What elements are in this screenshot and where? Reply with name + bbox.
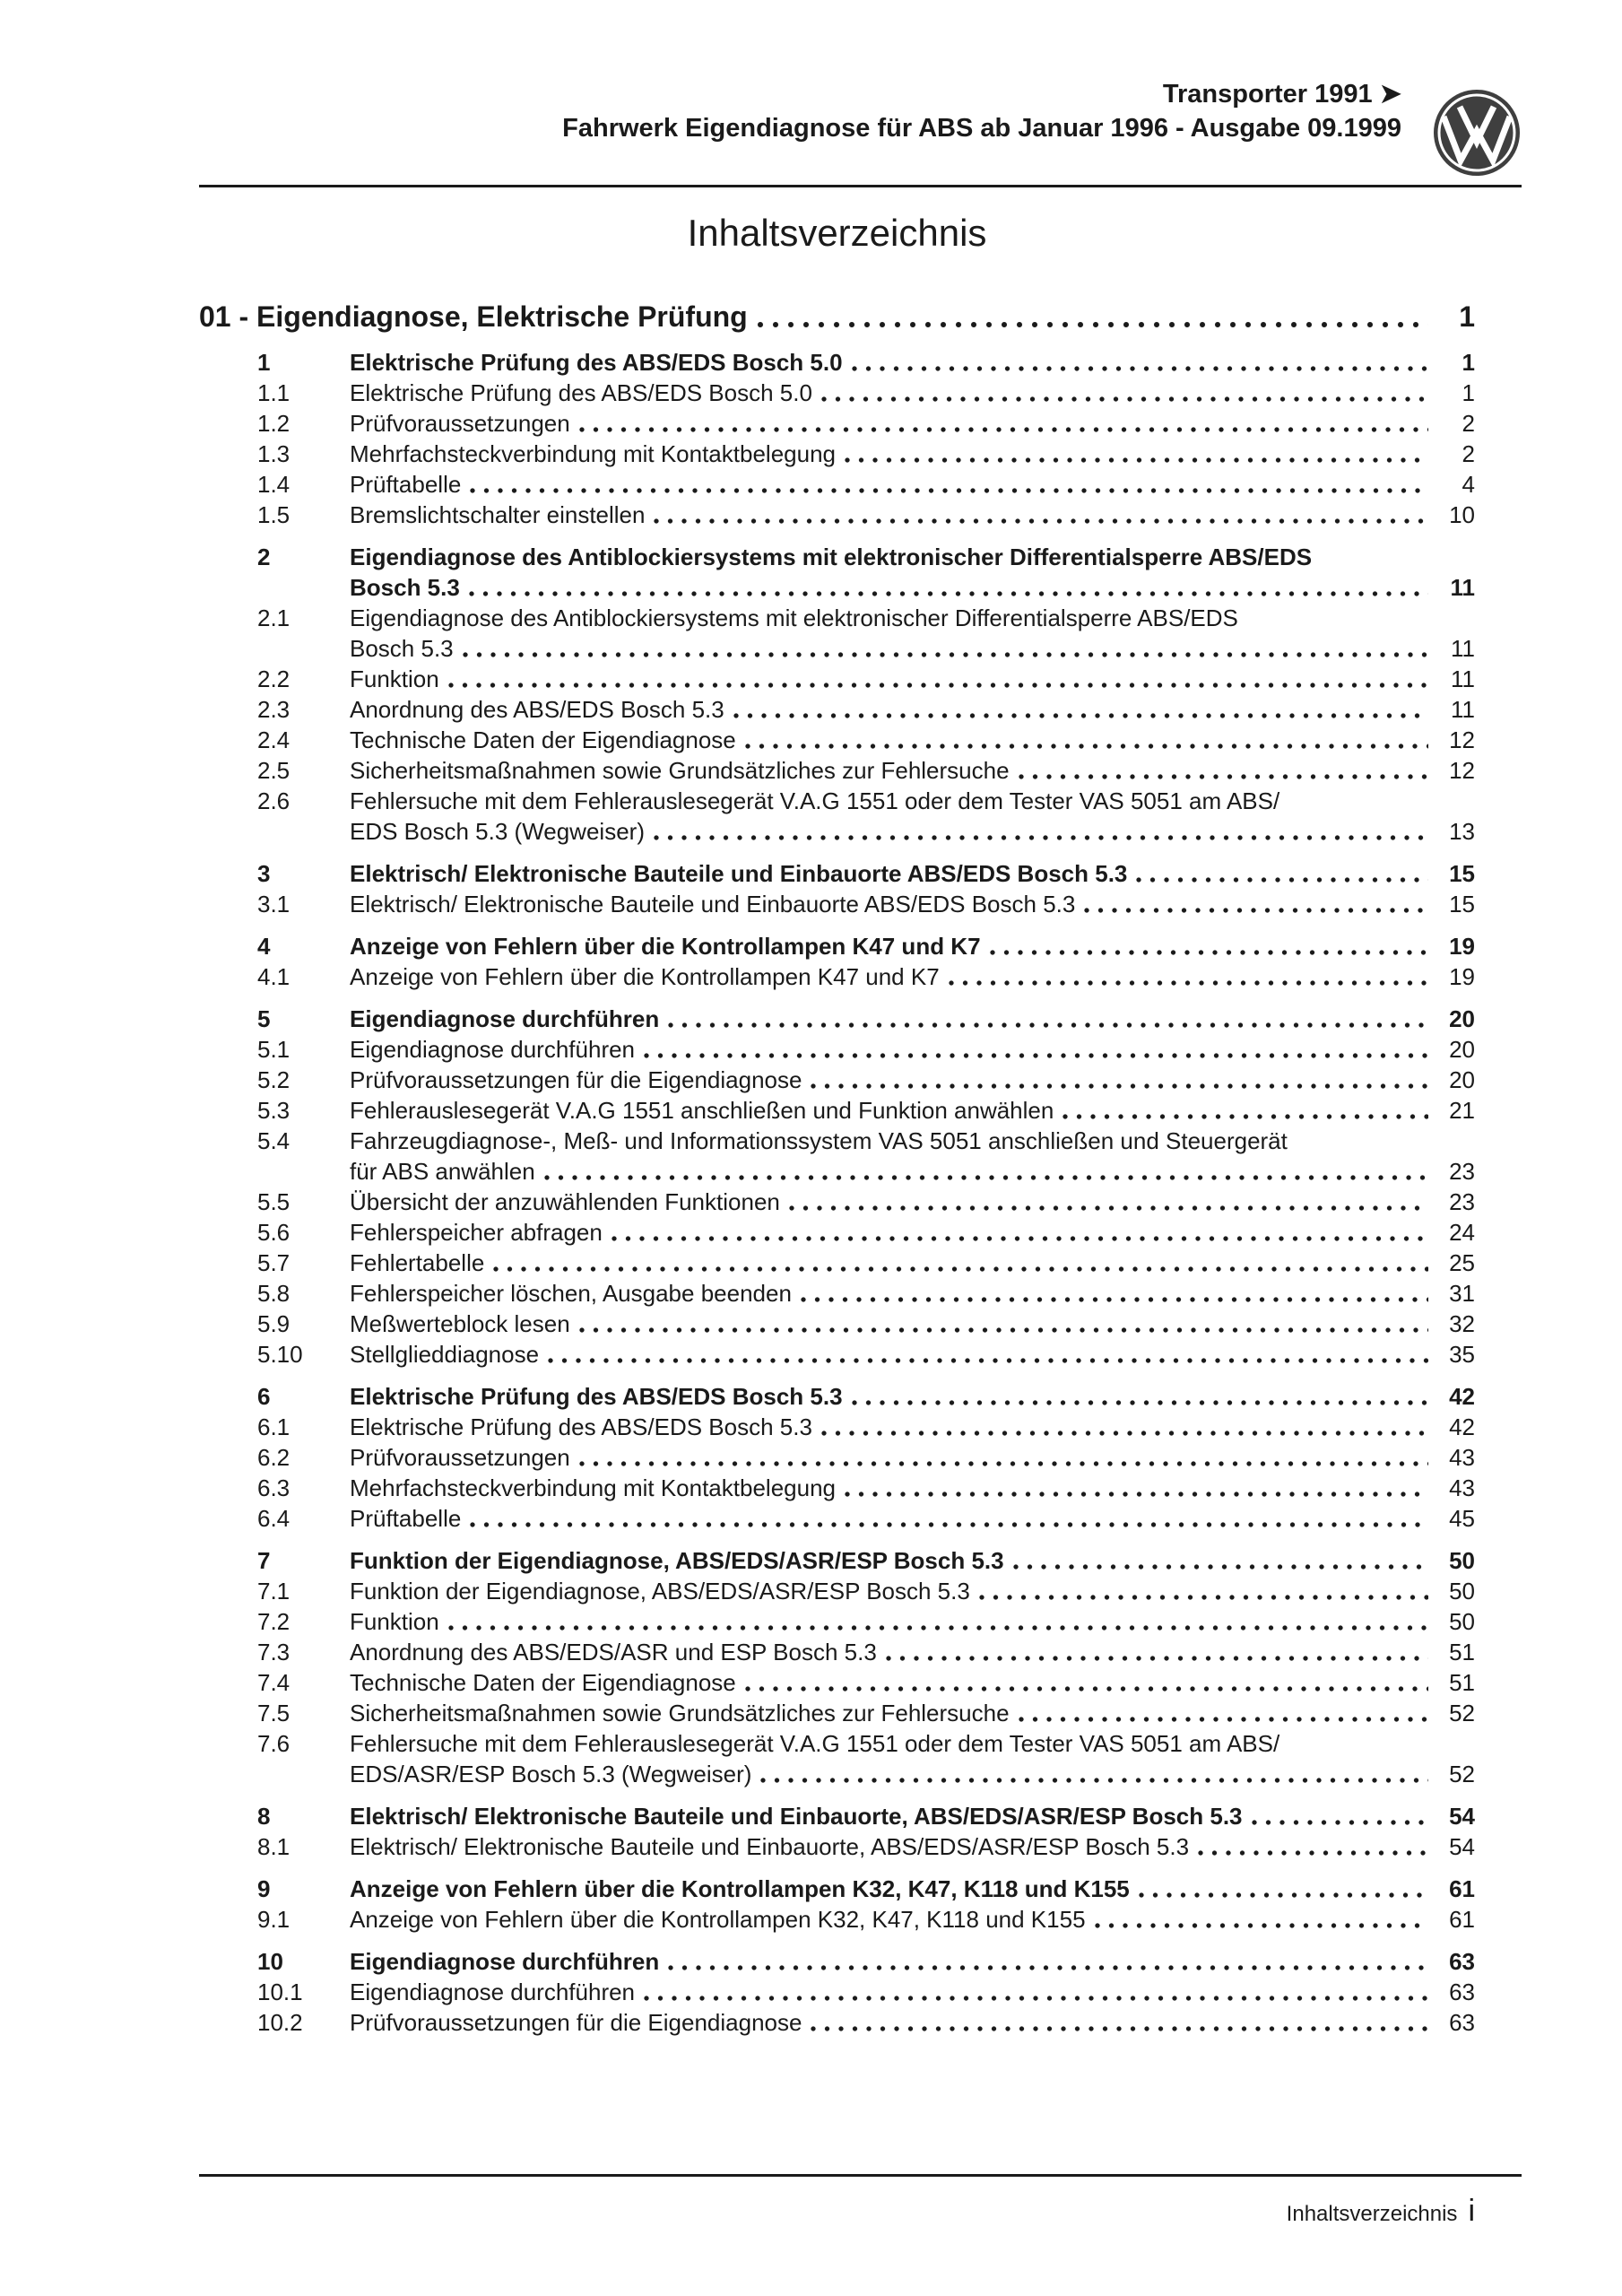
toc-entry-number: 1.5 — [257, 501, 291, 528]
toc-entry-title: Prüfvoraussetzungen für die Eigendiagnose — [350, 1066, 802, 1093]
toc-entry — [199, 1339, 1475, 1370]
toc-entry-leader — [650, 816, 1428, 847]
toc-entry-leader — [640, 1977, 1428, 2007]
toc-entry-leader — [1135, 1874, 1428, 1904]
toc-entry-title: Elektrische Prüfung des ABS/EDS Bosch 5.3 — [350, 1383, 843, 1410]
toc-entry — [199, 1156, 1475, 1187]
toc-entry-number: 7.1 — [257, 1578, 291, 1605]
toc-entry — [199, 1503, 1475, 1534]
toc-entry-number: 2.4 — [257, 726, 291, 753]
toc-entry-leader — [640, 1034, 1428, 1065]
toc-entry-number: 5.6 — [257, 1219, 291, 1246]
toc-entry — [199, 439, 1475, 469]
toc-entry-leader — [664, 1004, 1428, 1034]
toc-entry-leader — [1015, 1698, 1428, 1728]
toc-entry-leader — [1132, 858, 1428, 889]
chapter-page-number: 1 — [1459, 300, 1475, 333]
toc-entry-number: 2 — [257, 544, 271, 570]
toc-entry — [199, 408, 1475, 439]
toc-entry — [199, 664, 1475, 694]
toc-entry-title: Funktion der Eigendiagnose, ABS/EDS/ASR/ESP Bosch 5.3 — [350, 1578, 970, 1605]
toc-entry-leader — [818, 378, 1428, 408]
toc-entry — [199, 572, 1475, 603]
toc-entry — [199, 1759, 1475, 1789]
toc-entry — [199, 378, 1475, 408]
toc-entry-page: 19 — [1449, 933, 1475, 960]
toc-entry-number: 9 — [257, 1875, 271, 1902]
toc-entry-number: 2.5 — [257, 757, 291, 784]
toc-entry-title: Anzeige von Fehlern über die Kontrollampen K47 und K7 — [350, 933, 981, 960]
toc-entry — [199, 725, 1475, 755]
toc-entry-page: 15 — [1449, 891, 1475, 918]
page-footer — [1287, 2194, 1475, 2229]
toc-entry-leader — [841, 1473, 1428, 1503]
toc-entry-title: Fehlersuche mit dem Fehlerauslesegerät V.A.G 1551 oder dem Tester VAS 5051 am ABS/ — [350, 1730, 1280, 1757]
toc-entry-title: Anordnung des ABS/EDS Bosch 5.3 — [350, 696, 724, 723]
toc-entry-number: 7.5 — [257, 1700, 291, 1726]
toc-entry-number: 8 — [257, 1803, 271, 1830]
header-model-line: Transporter 1991 ➤ — [1162, 80, 1401, 109]
toc-entry-page: 63 — [1449, 2009, 1475, 2036]
toc-entry-leader — [742, 1667, 1428, 1698]
chapter-heading — [199, 298, 1475, 335]
toc-entry-number: 6 — [257, 1383, 271, 1410]
page-title: Inhaltsverzeichnis — [687, 212, 987, 254]
chapter-leader — [753, 298, 1428, 335]
toc-entry — [199, 633, 1475, 664]
toc-entry-leader — [576, 408, 1428, 439]
toc-entry — [199, 1904, 1475, 1935]
toc-entry-page: 4 — [1462, 471, 1475, 498]
toc-entry — [199, 1728, 1475, 1759]
toc-entry — [199, 1065, 1475, 1095]
toc-entry-page: 11 — [1451, 665, 1475, 692]
toc-entry — [199, 1004, 1475, 1034]
toc-entry-number: 4.1 — [257, 963, 291, 990]
toc-entry-leader — [445, 1606, 1428, 1637]
toc-entry — [199, 858, 1475, 889]
toc-entry-leader — [882, 1637, 1428, 1667]
toc-entry-leader — [1091, 1904, 1428, 1935]
toc-entry-number: 1.4 — [257, 471, 291, 498]
toc-entry-page: 51 — [1449, 1669, 1475, 1696]
toc-entry — [199, 1278, 1475, 1309]
toc-entry — [199, 2007, 1475, 2038]
toc-entry — [199, 469, 1475, 500]
header-divider — [199, 185, 1522, 187]
toc-entry-page: 50 — [1449, 1578, 1475, 1605]
toc-entry-page: 43 — [1449, 1474, 1475, 1501]
toc-entry-leader — [465, 572, 1428, 603]
toc-entry — [199, 961, 1475, 992]
toc-entry-leader — [466, 469, 1428, 500]
footer-label: Inhaltsverzeichnis — [1286, 2202, 1458, 2226]
chapter-title: 01 - Eigendiagnose, Elektrische Prüfung — [199, 300, 748, 333]
toc-entry-title: EDS/ASR/ESP Bosch 5.3 (Wegweiser) — [350, 1761, 752, 1787]
toc-entry-page: 12 — [1449, 757, 1475, 784]
toc-entry — [199, 603, 1475, 633]
toc-entry-page: 2 — [1462, 440, 1475, 467]
toc-entry-title: Elektrisch/ Elektronische Bauteile und Einbauorte, ABS/EDS/ASR/ESP Bosch 5.3 — [350, 1833, 1190, 1860]
toc-entry-title: Eigendiagnose durchführen — [350, 1979, 636, 2005]
toc-entry-title: Fehlerspeicher löschen, Ausgabe beenden — [350, 1280, 792, 1307]
toc-entry-title: Funktion — [350, 665, 439, 692]
toc-entry-leader — [608, 1217, 1428, 1248]
vw-logo-icon — [1432, 88, 1522, 178]
toc-entry-title: Prüftabelle — [350, 1505, 462, 1532]
toc-entry-leader — [490, 1248, 1428, 1278]
toc-entry-page: 1 — [1462, 349, 1475, 376]
toc-entry-page: 20 — [1449, 1066, 1475, 1093]
toc-entry-number: 9.1 — [257, 1906, 291, 1933]
toc-entry-leader — [757, 1759, 1428, 1789]
toc-entry-page: 54 — [1449, 1833, 1475, 1860]
toc-entry-title: Prüfvoraussetzungen — [350, 1444, 570, 1471]
toc-entry — [199, 1309, 1475, 1339]
toc-entry-number: 1 — [257, 349, 271, 376]
toc-entry-leader — [742, 725, 1428, 755]
toc-entry — [199, 1977, 1475, 2007]
toc-entry — [199, 1034, 1475, 1065]
toc-entry-title: Funktion — [350, 1608, 439, 1635]
toc-entry-page: 2 — [1462, 410, 1475, 437]
toc-list — [199, 347, 1475, 2038]
toc-entry-number: 7.2 — [257, 1608, 291, 1635]
toc-entry-page: 21 — [1449, 1097, 1475, 1124]
toc-entry-title: Funktion der Eigendiagnose, ABS/EDS/ASR/ESP Bosch 5.3 — [350, 1547, 1004, 1574]
toc-entry-leader — [841, 439, 1428, 469]
toc-entry-title: Eigendiagnose durchführen — [350, 1005, 660, 1032]
toc-entry — [199, 1606, 1475, 1637]
toc-entry — [199, 1831, 1475, 1862]
toc-entry-page: 45 — [1449, 1505, 1475, 1532]
toc-entry-page: 52 — [1449, 1700, 1475, 1726]
toc-entry-title: Anordnung des ABS/EDS/ASR und ESP Bosch 5.3 — [350, 1639, 877, 1665]
toc-entry-leader — [1194, 1831, 1428, 1862]
table-of-contents — [199, 298, 1475, 2038]
toc-entry-title: Eigendiagnose des Antiblockiersystems mit elektronischer Differentialsperre ABS/EDS — [350, 604, 1238, 631]
toc-entry-page: 13 — [1449, 818, 1475, 845]
toc-entry-leader — [1059, 1095, 1428, 1126]
toc-entry-leader — [576, 1309, 1428, 1339]
toc-entry-number: 5.10 — [257, 1341, 303, 1368]
toc-entry-title: Elektrische Prüfung des ABS/EDS Bosch 5.0 — [350, 349, 843, 376]
toc-entry-title: Fehlerauslesegerät V.A.G 1551 anschließen und Funktion anwählen — [350, 1097, 1054, 1124]
toc-entry — [199, 755, 1475, 786]
toc-entry — [199, 1187, 1475, 1217]
toc-entry-number: 8.1 — [257, 1833, 291, 1860]
toc-entry-title: Elektrische Prüfung des ABS/EDS Bosch 5.3 — [350, 1413, 812, 1440]
toc-entry-leader — [1248, 1801, 1428, 1831]
toc-entry-number: 6.1 — [257, 1413, 291, 1440]
toc-entry-page: 1 — [1462, 379, 1475, 406]
toc-entry-title: Stellglieddiagnose — [350, 1341, 540, 1368]
toc-entry-leader — [466, 1503, 1428, 1534]
toc-entry-leader — [1015, 755, 1428, 786]
toc-entry-title: Anzeige von Fehlern über die Kontrollampen K47 und K7 — [350, 963, 940, 990]
toc-entry-number: 1.2 — [257, 410, 291, 437]
toc-entry-page: 24 — [1449, 1219, 1475, 1246]
toc-entry-title: Bosch 5.3 — [350, 574, 460, 601]
toc-entry — [199, 1473, 1475, 1503]
toc-entry — [199, 1126, 1475, 1156]
toc-entry-number: 7.4 — [257, 1669, 291, 1696]
toc-entry-title: Sicherheitsmaßnahmen sowie Grundsätzliches zur Fehlersuche — [350, 1700, 1010, 1726]
toc-entry-page: 43 — [1449, 1444, 1475, 1471]
toc-entry — [199, 1217, 1475, 1248]
toc-entry-page: 11 — [1451, 635, 1475, 662]
toc-entry-leader — [945, 961, 1428, 992]
toc-entry-number: 1.3 — [257, 440, 291, 467]
toc-entry-page: 61 — [1449, 1906, 1475, 1933]
toc-entry-page: 42 — [1449, 1383, 1475, 1410]
toc-entry-title: Eigendiagnose durchführen — [350, 1036, 636, 1063]
toc-entry-title: Technische Daten der Eigendiagnose — [350, 1669, 736, 1696]
toc-entry — [199, 347, 1475, 378]
toc-entry-leader — [807, 2007, 1428, 2038]
toc-entry-page: 63 — [1449, 1979, 1475, 2005]
toc-entry-leader — [664, 1946, 1428, 1977]
toc-entry-leader — [785, 1187, 1428, 1217]
toc-entry-number: 7 — [257, 1547, 271, 1574]
toc-entry-number: 5.8 — [257, 1280, 291, 1307]
toc-entry-leader — [1080, 889, 1428, 919]
toc-entry-title: Prüfvoraussetzungen — [350, 410, 570, 437]
toc-entry — [199, 1801, 1475, 1831]
toc-entry-title: Sicherheitsmaßnahmen sowie Grundsätzliches zur Fehlersuche — [350, 757, 1010, 784]
toc-entry-leader — [541, 1156, 1428, 1187]
toc-entry-number: 2.3 — [257, 696, 291, 723]
toc-entry-title: Mehrfachsteckverbindung mit Kontaktbelegung — [350, 440, 836, 467]
toc-entry — [199, 1698, 1475, 1728]
toc-entry-number: 10.1 — [257, 1979, 303, 2005]
toc-entry-leader — [1010, 1545, 1428, 1576]
toc-entry-page: 11 — [1451, 696, 1475, 723]
toc-entry-number: 2.6 — [257, 787, 291, 814]
toc-entry-page: 61 — [1449, 1875, 1475, 1902]
toc-entry — [199, 1576, 1475, 1606]
toc-entry-page: 20 — [1449, 1005, 1475, 1032]
toc-entry — [199, 1874, 1475, 1904]
toc-entry-page: 52 — [1449, 1761, 1475, 1787]
toc-entry-number: 2.2 — [257, 665, 291, 692]
toc-entry-number: 10 — [257, 1948, 283, 1975]
toc-entry-page: 54 — [1449, 1803, 1475, 1830]
toc-entry-title: Prüfvoraussetzungen für die Eigendiagnose — [350, 2009, 802, 2036]
toc-entry-title: Anzeige von Fehlern über die Kontrollampen K32, K47, K118 und K155 — [350, 1875, 1130, 1902]
footer-divider — [199, 2174, 1522, 2177]
toc-entry-number: 5 — [257, 1005, 271, 1032]
toc-entry-title: Technische Daten der Eigendiagnose — [350, 726, 736, 753]
toc-entry-title: Elektrisch/ Elektronische Bauteile und Einbauorte ABS/EDS Bosch 5.3 — [350, 891, 1076, 918]
toc-entry-leader — [818, 1412, 1428, 1442]
toc-entry-number: 7.6 — [257, 1730, 291, 1757]
toc-entry — [199, 1381, 1475, 1412]
toc-entry-page: 50 — [1449, 1608, 1475, 1635]
toc-entry-leader — [797, 1278, 1428, 1309]
toc-entry-number: 5.2 — [257, 1066, 291, 1093]
toc-entry — [199, 694, 1475, 725]
toc-entry-leader — [650, 500, 1428, 530]
toc-entry — [199, 500, 1475, 530]
toc-entry-title: Elektrische Prüfung des ABS/EDS Bosch 5.0 — [350, 379, 812, 406]
toc-entry — [199, 931, 1475, 961]
toc-entry-title: Fehlertabelle — [350, 1249, 485, 1276]
toc-entry — [199, 1545, 1475, 1576]
toc-entry-page: 23 — [1449, 1188, 1475, 1215]
toc-entry-page: 20 — [1449, 1036, 1475, 1063]
toc-entry-title: Prüftabelle — [350, 471, 462, 498]
toc-entry-number: 6.2 — [257, 1444, 291, 1471]
toc-entry — [199, 1637, 1475, 1667]
toc-entry-page: 11 — [1450, 574, 1475, 601]
toc-entry-title: Elektrisch/ Elektronische Bauteile und Einbauorte, ABS/EDS/ASR/ESP Bosch 5.3 — [350, 1803, 1243, 1830]
toc-entry-leader — [848, 1381, 1428, 1412]
toc-entry-page: 10 — [1449, 501, 1475, 528]
toc-entry-title: Elektrisch/ Elektronische Bauteile und Einbauorte ABS/EDS Bosch 5.3 — [350, 860, 1128, 887]
toc-entry-page: 32 — [1449, 1310, 1475, 1337]
toc-entry — [199, 1412, 1475, 1442]
toc-entry — [199, 816, 1475, 847]
footer-page-number: i — [1468, 2194, 1475, 2228]
toc-entry-title: Übersicht der anzuwählenden Funktionen — [350, 1188, 780, 1215]
toc-entry — [199, 1667, 1475, 1698]
toc-entry — [199, 542, 1475, 572]
toc-entry-page: 15 — [1449, 860, 1475, 887]
toc-entry-title: für ABS anwählen — [350, 1158, 535, 1185]
toc-entry-leader — [445, 664, 1428, 694]
toc-entry-leader — [976, 1576, 1428, 1606]
toc-entry-number: 3.1 — [257, 891, 291, 918]
toc-entry-leader — [730, 694, 1428, 725]
toc-entry-number: 4 — [257, 933, 271, 960]
toc-entry-title: Anzeige von Fehlern über die Kontrollampen K32, K47, K118 und K155 — [350, 1906, 1086, 1933]
toc-entry-page: 31 — [1449, 1280, 1475, 1307]
toc-entry-leader — [807, 1065, 1428, 1095]
toc-entry — [199, 889, 1475, 919]
toc-entry-title: Eigendiagnose durchführen — [350, 1948, 660, 1975]
toc-entry-title: Fehlerspeicher abfragen — [350, 1219, 603, 1246]
toc-entry-leader — [986, 931, 1428, 961]
toc-entry-leader — [848, 347, 1428, 378]
toc-entry-page: 23 — [1449, 1158, 1475, 1185]
toc-entry-number: 5.7 — [257, 1249, 291, 1276]
toc-entry-number: 5.5 — [257, 1188, 291, 1215]
toc-entry-page: 35 — [1449, 1341, 1475, 1368]
toc-entry-title: Bosch 5.3 — [350, 635, 454, 662]
toc-entry-number: 1.1 — [257, 379, 291, 406]
toc-entry-page: 25 — [1449, 1249, 1475, 1276]
toc-entry-leader — [576, 1442, 1428, 1473]
toc-entry-number: 10.2 — [257, 2009, 303, 2036]
header-text-block — [562, 75, 1401, 145]
toc-entry-page: 63 — [1449, 1948, 1475, 1975]
toc-entry — [199, 1095, 1475, 1126]
page-header — [199, 75, 1522, 178]
toc-entry-title: Meßwerteblock lesen — [350, 1310, 570, 1337]
toc-entry-page: 42 — [1449, 1413, 1475, 1440]
toc-entry — [199, 1946, 1475, 1977]
toc-entry-number: 5.4 — [257, 1127, 291, 1154]
toc-entry-leader — [459, 633, 1428, 664]
toc-entry-title: Fehlersuche mit dem Fehlerauslesegerät V.A.G 1551 oder dem Tester VAS 5051 am ABS/ — [350, 787, 1280, 814]
header-manual-title: Fahrwerk Eigendiagnose für ABS ab Januar 1996 - Ausgabe 09.1999 — [562, 114, 1401, 143]
toc-entry-title: Mehrfachsteckverbindung mit Kontaktbelegung — [350, 1474, 836, 1501]
toc-entry-number: 6.4 — [257, 1505, 291, 1532]
toc-entry-number: 3 — [257, 860, 271, 887]
toc-entry-title: Eigendiagnose des Antiblockiersystems mit elektronischer Differentialsperre ABS/EDS — [350, 544, 1313, 570]
toc-entry-title: Fahrzeugdiagnose-, Meß- und Informationssystem VAS 5051 anschließen und Steuergerät — [350, 1127, 1288, 1154]
toc-entry — [199, 786, 1475, 816]
toc-entry-number: 7.3 — [257, 1639, 291, 1665]
toc-entry-number: 5.9 — [257, 1310, 291, 1337]
toc-entry-number: 2.1 — [257, 604, 291, 631]
toc-entry-page: 50 — [1449, 1547, 1475, 1574]
toc-entry-leader — [544, 1339, 1428, 1370]
toc-entry-page: 19 — [1449, 963, 1475, 990]
toc-entry-title: Bremslichtschalter einstellen — [350, 501, 646, 528]
toc-entry-number: 5.1 — [257, 1036, 291, 1063]
toc-entry — [199, 1442, 1475, 1473]
toc-entry-number: 6.3 — [257, 1474, 291, 1501]
toc-entry-title: EDS Bosch 5.3 (Wegweiser) — [350, 818, 645, 845]
toc-entry-page: 12 — [1449, 726, 1475, 753]
toc-entry — [199, 1248, 1475, 1278]
toc-entry-page: 51 — [1449, 1639, 1475, 1665]
toc-entry-number: 5.3 — [257, 1097, 291, 1124]
